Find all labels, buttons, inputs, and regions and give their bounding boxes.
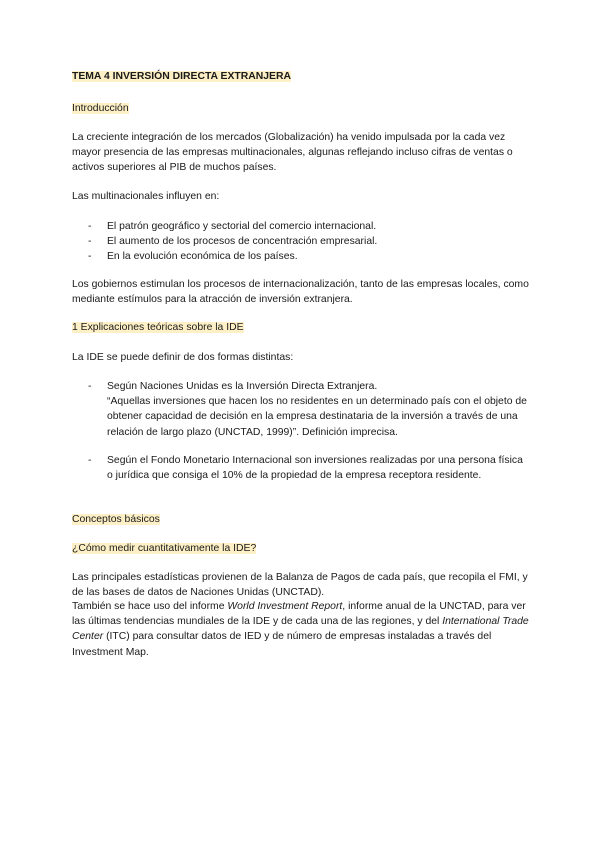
heading-introduccion: Introducción — [72, 103, 129, 114]
heading-conceptos-basicos: Conceptos básicos — [72, 514, 160, 525]
list-item: - Según Naciones Unidas es la Inversión Directa Extranjera. “Aquellas inversiones que hacen los no residentes en un determinado país con el objeto de obtener capacidad de decisión en la empresa destinataria de la inversión a través de una relación de largo plazo (UNCTAD, 1999)”. Definición imprecisa. — [88, 381, 527, 438]
paragraph-definicion: La IDE se puede definir de dos formas distintas: — [72, 352, 294, 363]
paragraph-estadisticas: Las principales estadísticas provienen de la Balanza de Pagos de cada país, que recopila el FMI, y de las bases de datos de Naciones Unidas (UNCTAD). — [72, 572, 528, 599]
list-item: - El patrón geográfico y sectorial del comercio internacional. — [88, 221, 377, 232]
page-title: TEMA 4 INVERSIÓN DIRECTA EXTRANJERA — [72, 71, 291, 82]
paragraph-informes: También se hace uso del informe World Investment Report, informe anual de la UNCTAD, para ver las últimas tendencias mundiales de la IDE y de cada una de las regiones, y del International Trade Center (ITC) para consultar datos de IED y de número de empresas instaladas a través del Investment Map. — [72, 601, 529, 658]
list-item: - En la evolución económica de los países. — [88, 251, 298, 262]
list-item: - El aumento de los procesos de concentración empresarial. — [88, 236, 378, 247]
heading-como-medir: ¿Cómo medir cuantitativamente la IDE? — [72, 543, 257, 554]
paragraph-multinacionales: Las multinacionales influyen en: — [72, 191, 220, 202]
heading-explicaciones-teoricas: 1 Explicaciones teóricas sobre la IDE — [72, 322, 244, 333]
paragraph-globalizacion: La creciente integración de los mercados (Globalización) ha venido impulsada por la cada vez mayor presencia de las empresas multinacionales, algunas reflejando incluso cifras de ventas o activos superiores al PIB de muchos países. — [72, 132, 513, 174]
paragraph-gobiernos: Los gobiernos estimulan los procesos de internacionalización, tanto de las empresas locales, como mediante estímulos para la atracción de inversión extranjera. — [72, 279, 529, 306]
list-item: - Según el Fondo Monetario Internacional son inversiones realizadas por una persona física o jurídica que consiga el 10% de la propiedad de la empresa receptora residente. — [88, 455, 523, 482]
